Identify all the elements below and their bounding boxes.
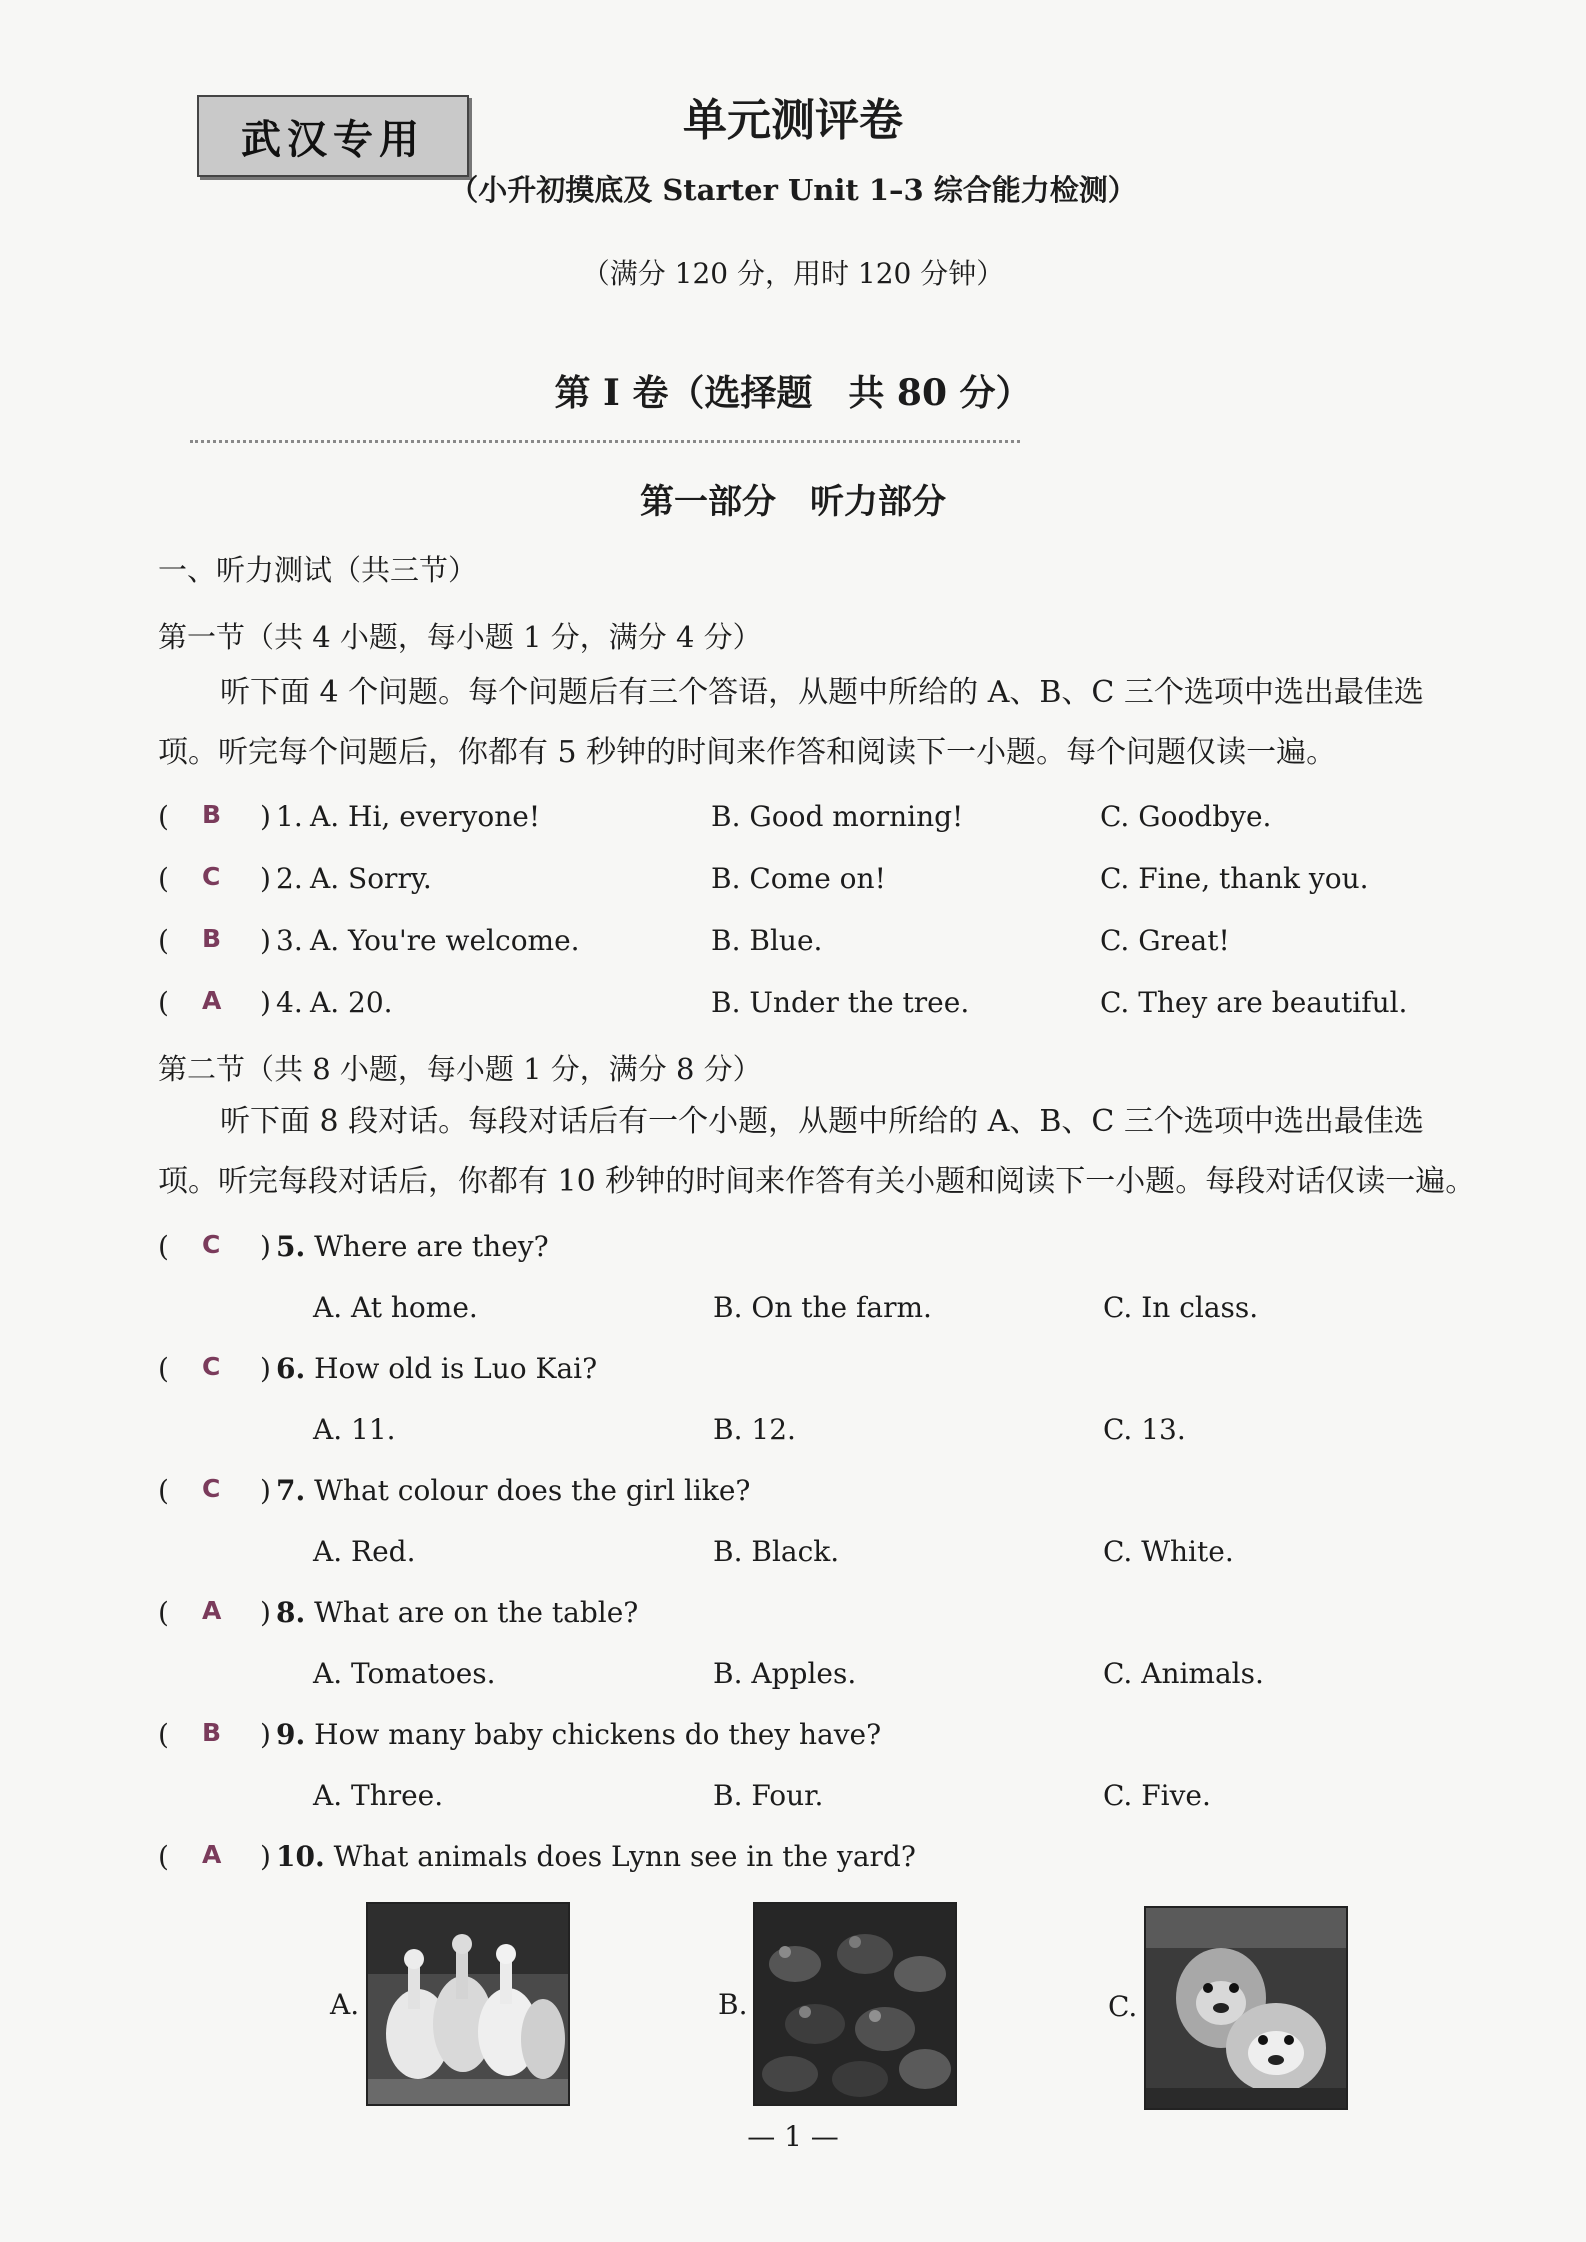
question-row: ( C ) 5. Where are they? [158,1230,549,1263]
question-number: 6. [276,1352,306,1385]
question-text: How many baby chickens do they have? [314,1718,882,1751]
options-row [158,1657,1488,1703]
question-row: ( B ) 9. How many baby chickens do they have? [158,1718,882,1751]
section1-instruction: 听下面 4 个问题。每个问题后有三个答语，从题中所给的 A、B、C 三个选项中选出最佳选项。听完每个问题后，你都有 5 秒钟的时间来作答和阅读下一小题。每个问题仅读一遍。 [158,675,1424,770]
option-a: A. 20. [310,986,393,1019]
option-b: B. Come on! [711,862,886,895]
option-c: C. In class. [1103,1291,1259,1324]
option-b: B. On the farm. [713,1291,932,1324]
option-a: A. Hi, everyone! [310,800,541,833]
option-b: B. 12. [713,1413,796,1446]
options-row [158,1535,1488,1581]
option-a: A. You're welcome. [310,924,580,957]
option-b: B. Good morning! [711,800,964,833]
option-b: B. Under the tree. [711,986,970,1019]
option-a: A. Three. [313,1779,444,1812]
question-row: ( C ) 2. A. Sorry. B. Come on! C. Fine, thank you. [158,862,1369,895]
question-number: 5. [276,1230,306,1263]
question-row: ( A ) 8. What are on the table? [158,1596,639,1629]
page-number: — 1 — [747,2120,839,2153]
option-a: A. Tomatoes. [313,1657,496,1690]
answer-mark: C [202,862,221,891]
option-b: B. Four. [713,1779,824,1812]
answer-mark: A [202,1596,222,1625]
question-number: 2. [276,862,303,895]
picture-label-c: C. [1108,1990,1138,2023]
section2-heading: 第二节（共 8 小题，每小题 1 分，满分 8 分） [158,1052,762,1086]
divider [190,440,1020,445]
score-note: （满分 120 分，用时 120 分钟） [581,257,1005,290]
question-row: ( B ) 3. A. You're welcome. B. Blue. C. Great! [158,924,1230,957]
ducks-photo [753,1902,957,2106]
option-a: A. Sorry. [310,862,432,895]
option-c: C. 13. [1103,1413,1186,1446]
option-b: B. Blue. [711,924,823,957]
question-number: 4. [276,986,303,1019]
answer-mark: B [202,1718,222,1747]
answer-mark: A [202,986,222,1015]
puppies-photo [1144,1906,1348,2110]
option-a: A. 11. [313,1413,396,1446]
question-text: How old is Luo Kai? [314,1352,598,1385]
picture-label-b: B. [718,1988,748,2021]
option-a: A. At home. [313,1291,478,1324]
question-number: 8. [276,1596,306,1629]
section1-heading: 第一节（共 4 小题，每小题 1 分，满分 4 分） [158,620,762,654]
part-title: 第一部分 听力部分 [640,482,946,522]
answer-mark: B [202,924,222,953]
section2-instruction: 听下面 8 段对话。每段对话后有一个小题，从题中所给的 A、B、C 三个选项中选出最佳选项。听完每段对话后，你都有 10 秒钟的时间来作答有关小题和阅读下一小题。每段对话仅读一遍。 [158,1104,1476,1199]
page-title: 单元测评卷 [683,95,903,146]
question-row: ( B ) 1. A. Hi, everyone! B. Good morning! C. Goodbye. [158,800,1272,833]
option-c: C. They are beautiful. [1100,986,1408,1019]
question-row: ( A ) 10. What animals does Lynn see in the yard? [158,1840,916,1873]
region-badge: 武汉专用 [197,95,469,177]
question-number: 7. [276,1474,306,1507]
option-c: C. Goodbye. [1100,800,1272,833]
question-number: 3. [276,924,303,957]
section-main-heading: 一、听力测试（共三节） [158,553,478,587]
question-row: ( A ) 4. A. 20. B. Under the tree. C. They are beautiful. [158,986,1408,1019]
geese-photo [366,1902,570,2106]
option-c: C. White. [1103,1535,1234,1568]
options-row [158,1291,1488,1337]
question-text: What animals does Lynn see in the yard? [333,1840,916,1873]
option-c: C. Animals. [1103,1657,1264,1690]
answer-mark: C [202,1230,221,1259]
options-row [158,1413,1488,1459]
question-number: 1. [276,800,303,833]
option-b: B. Black. [713,1535,840,1568]
option-c: C. Great! [1100,924,1230,957]
question-text: What are on the table? [314,1596,639,1629]
question-text: Where are they? [314,1230,549,1263]
question-number: 9. [276,1718,306,1751]
answer-mark: A [202,1840,222,1869]
option-c: C. Fine, thank you. [1100,862,1369,895]
options-row [158,1779,1488,1825]
option-b: B. Apples. [713,1657,857,1690]
option-c: C. Five. [1103,1779,1211,1812]
answer-mark: B [202,800,222,829]
question-text: What colour does the girl like? [314,1474,751,1507]
page-subtitle: （小升初摸底及 Starter Unit 1–3 综合能力检测） [449,173,1137,207]
answer-mark: C [202,1474,221,1503]
question-number: 10. [276,1840,325,1873]
option-a: A. Red. [313,1535,416,1568]
picture-label-a: A. [330,1988,360,2021]
question-row: ( C ) 6. How old is Luo Kai? [158,1352,598,1385]
question-row: ( C ) 7. What colour does the girl like? [158,1474,751,1507]
answer-mark: C [202,1352,221,1381]
paper-title: 第 I 卷（选择题 共 80 分） [554,372,1032,414]
